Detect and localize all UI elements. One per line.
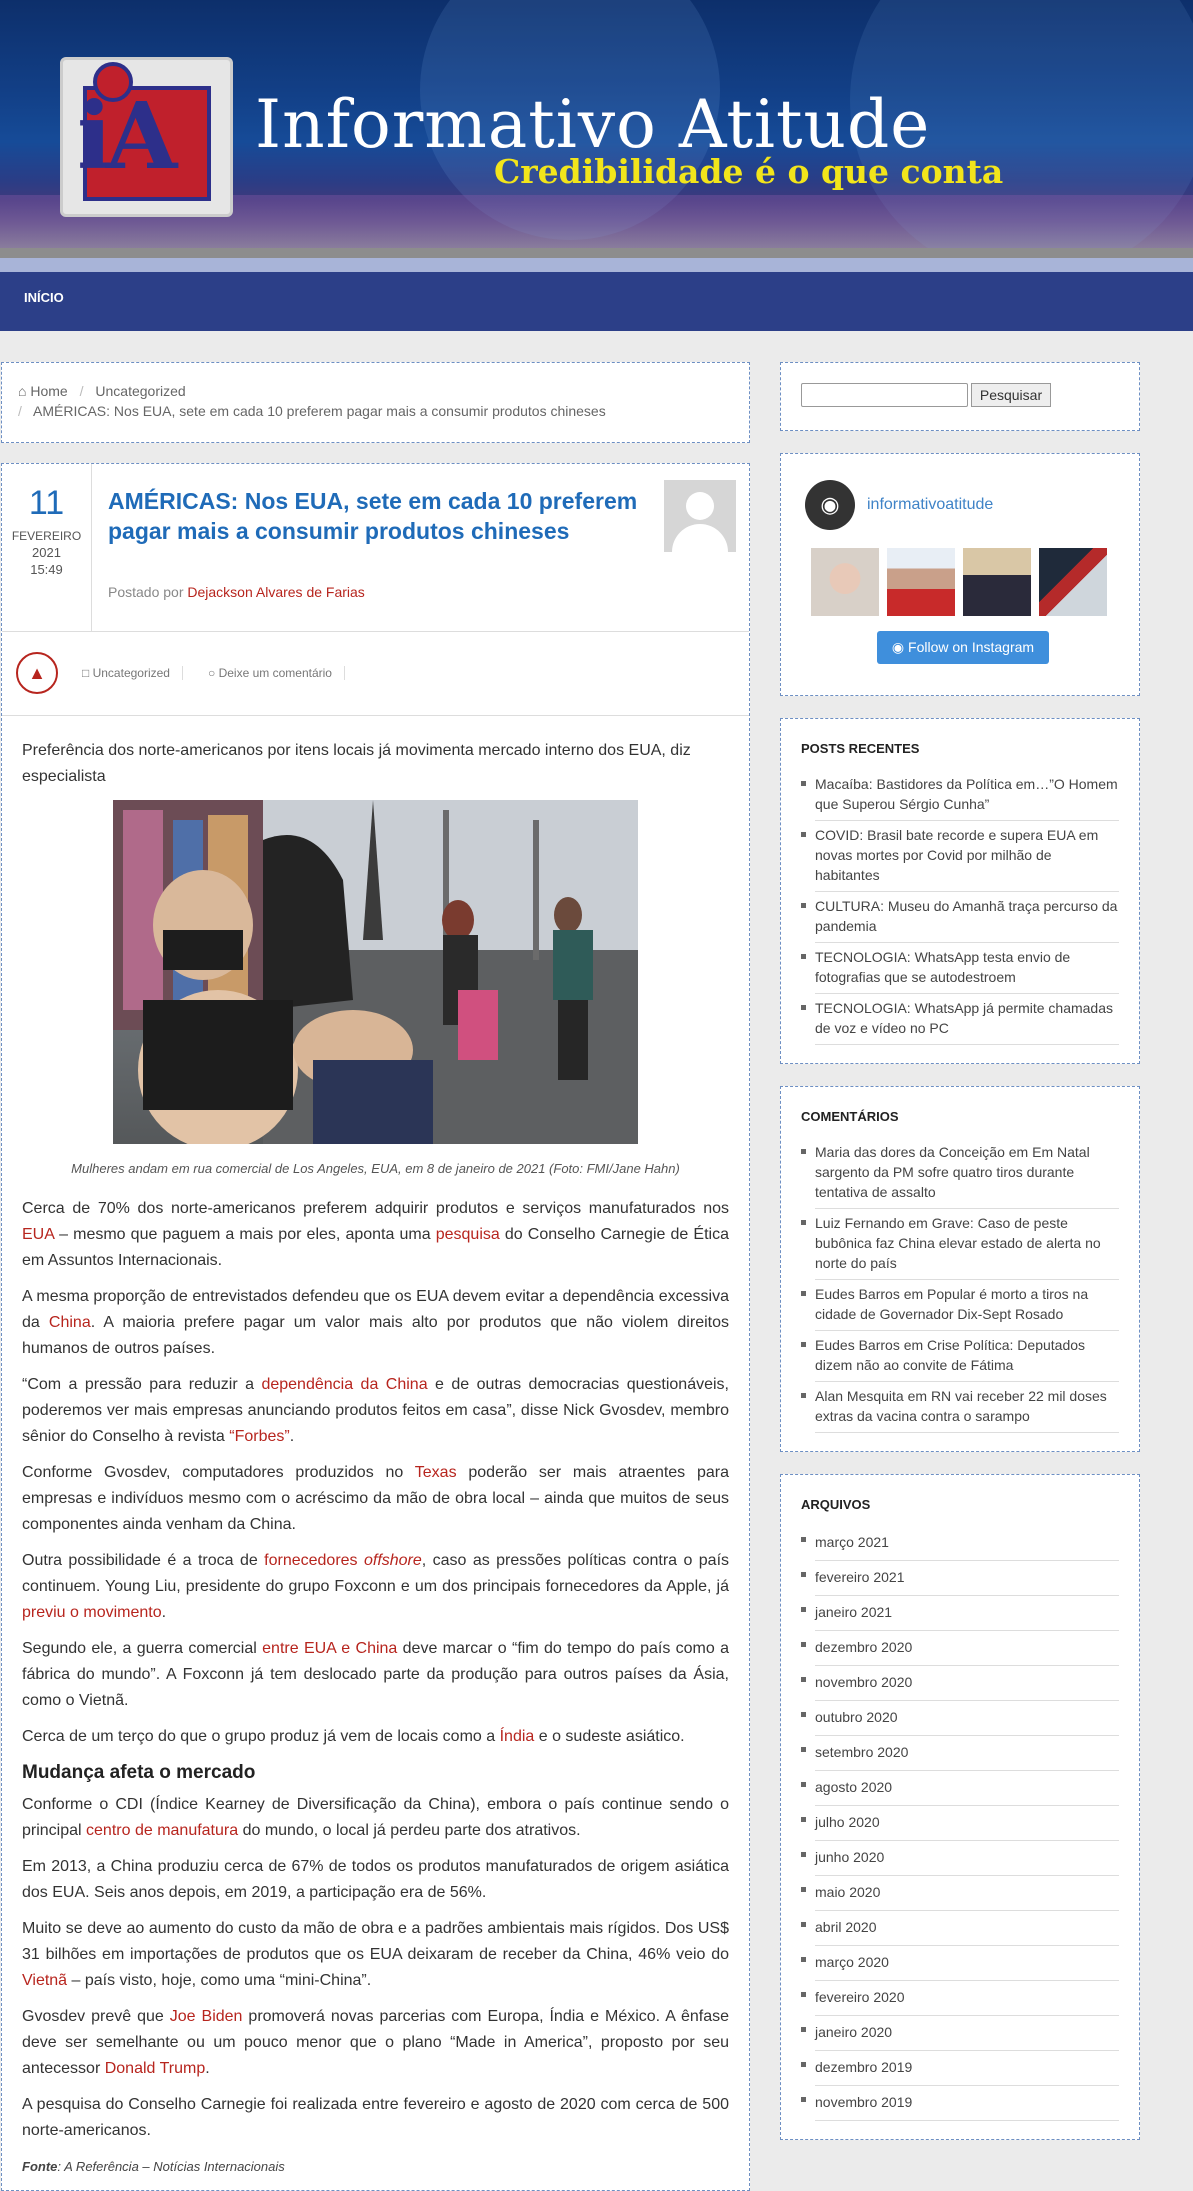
archive-link[interactable]: junho 2020 bbox=[815, 1849, 885, 1865]
article-lede: Preferência dos norte-americanos por itens locais já movimenta mercado interno dos EUA, diz especialista bbox=[22, 742, 691, 785]
article-header bbox=[2, 464, 749, 632]
breadcrumb-separator: / bbox=[18, 403, 22, 419]
archive-link[interactable]: julho 2020 bbox=[815, 1814, 880, 1830]
article-byline bbox=[108, 584, 365, 600]
comment-link[interactable]: Maria das dores da Conceição em Em Natal sargento da PM sofre quatro tiros durante tentativa de assalto bbox=[815, 1144, 1090, 1200]
text: , caso as pressões políticas contra o país continuem. Young Liu, presidente do grupo Foxconn e um dos principais fornecedores da Apple, já bbox=[22, 1552, 730, 1595]
instagram-icon[interactable]: ◉ bbox=[805, 480, 855, 530]
recent-post-link[interactable]: COVID: Brasil bate recorde e supera EUA em novas mortes por Covid por milhão de habitantes bbox=[815, 827, 1099, 883]
post-date bbox=[2, 464, 92, 632]
article-paragraph bbox=[22, 1372, 729, 1450]
list-item[interactable] bbox=[815, 821, 1119, 892]
link-dependencia[interactable]: dependência da China bbox=[261, 1376, 428, 1393]
comment-icon: ○ bbox=[208, 666, 216, 680]
text: promoverá novas parcerias com Europa, Índia e México. A ênfase deve ser semelhante ou um pouco menor que o plano “Made in America”, proposto por seu antecessor bbox=[22, 2008, 730, 2077]
text: . bbox=[205, 2060, 210, 2077]
search-widget bbox=[780, 362, 1140, 431]
text: Conforme Gvosdev, computadores produzidos no bbox=[22, 1464, 415, 1481]
article-paragraph bbox=[22, 1284, 729, 1362]
archive-link[interactable]: março 2020 bbox=[815, 1954, 889, 1970]
text: Conforme o CDI (Índice Kearney de Diversificação da China), embora o país continue sendo o principal bbox=[22, 1796, 729, 1839]
list-item[interactable] bbox=[815, 2016, 1119, 2051]
home-icon: ⌂ bbox=[18, 383, 27, 399]
link-china[interactable]: China bbox=[48, 1314, 91, 1331]
list-item[interactable] bbox=[815, 892, 1119, 943]
list-item[interactable] bbox=[815, 1631, 1119, 1666]
comment-link[interactable]: Alan Mesquita em RN vai receber 22 mil doses extras da vacina contra o sarampo bbox=[815, 1388, 1107, 1424]
posted-by-label: Postado por bbox=[108, 584, 184, 600]
article-paragraph bbox=[22, 1460, 729, 1538]
recent-post-link[interactable]: CULTURA: Museu do Amanhã traça percurso da pandemia bbox=[815, 898, 1118, 934]
archives-widget bbox=[780, 1474, 1140, 2140]
article-source bbox=[22, 2154, 729, 2180]
search-button[interactable]: Pesquisar bbox=[971, 383, 1051, 407]
author-link[interactable]: Dejackson Alvares de Farias bbox=[187, 584, 365, 600]
link-eua[interactable]: EUA bbox=[22, 1226, 55, 1243]
text: offshore bbox=[363, 1552, 422, 1569]
site-title[interactable]: Informativo Atitude bbox=[255, 86, 931, 163]
text: deve marcar o “fim do tempo do país como a fábrica do mundo”. A Foxconn já tem deslocado parte da produção para outros países da Ásia, como o Vietnã. bbox=[22, 1640, 730, 1709]
text: Outra possibilidade é a troca de bbox=[22, 1552, 265, 1569]
archive-link[interactable]: janeiro 2020 bbox=[815, 2024, 893, 2040]
instagram-username[interactable]: informativoatitude bbox=[867, 496, 994, 513]
comment-link[interactable]: Eudes Barros em Crise Política: Deputados dizem não ao convite de Fátima bbox=[815, 1337, 1086, 1373]
instagram-follow-button[interactable] bbox=[877, 631, 1049, 664]
recent-post-link[interactable]: Macaíba: Bastidores da Política em…”O Homem que Superou Sérgio Cunha” bbox=[815, 776, 1118, 812]
article-paragraph bbox=[22, 1724, 729, 1750]
archive-link[interactable]: outubro 2020 bbox=[815, 1709, 898, 1725]
comment-link[interactable]: Deixe um comentário bbox=[218, 666, 332, 680]
text: poderão ser mais atraentes para empresas e indivíduos mesmo com o acréscimo da mão de obra local – ainda que muitos de seus componentes ainda venham da China. bbox=[22, 1464, 730, 1533]
instagram-widget bbox=[780, 453, 1140, 696]
article-paragraph bbox=[22, 2004, 729, 2082]
list-item[interactable] bbox=[815, 1981, 1119, 2016]
link-donald-trump[interactable]: Donald Trump bbox=[104, 2060, 206, 2077]
instagram-icon: ◉ bbox=[891, 639, 905, 655]
site-tagline: Credibilidade é o que conta bbox=[494, 152, 1004, 191]
photo-caption: Mulheres andam em rua comercial de Los Angeles, EUA, em 8 de janeiro de 2021 (Foto: FMI/Jane Hahn) bbox=[71, 1161, 680, 1176]
breadcrumb bbox=[1, 362, 750, 443]
article-paragraph bbox=[22, 1548, 729, 1626]
comments-widget bbox=[780, 1086, 1140, 1452]
article-meta bbox=[2, 632, 749, 716]
article-photo bbox=[113, 800, 638, 1144]
link-centro-manufatura[interactable]: centro de manufatura bbox=[86, 1822, 239, 1839]
breadcrumb-category[interactable]: Uncategorized bbox=[95, 383, 186, 399]
list-item[interactable] bbox=[815, 1331, 1119, 1382]
instagram-thumbnail[interactable] bbox=[963, 548, 1031, 616]
archive-link[interactable]: novembro 2020 bbox=[815, 1674, 913, 1690]
instagram-thumbnail[interactable] bbox=[887, 548, 955, 616]
list-item[interactable] bbox=[815, 2051, 1119, 2086]
archive-link[interactable]: agosto 2020 bbox=[815, 1779, 893, 1795]
link-eua-china[interactable]: entre EUA e China bbox=[262, 1640, 398, 1657]
text: . A maioria prefere pagar um valor mais alto por produtos que não violem direitos humanos de outros países. bbox=[22, 1314, 729, 1357]
avatar-body bbox=[672, 524, 728, 552]
article-body bbox=[2, 716, 749, 2190]
list-item[interactable] bbox=[815, 1280, 1119, 1331]
link-india[interactable]: Índia bbox=[499, 1728, 535, 1745]
text: “Com a pressão para reduzir a bbox=[22, 1376, 262, 1393]
link-fornecedores[interactable] bbox=[264, 1552, 422, 1569]
nav-item-inicio[interactable]: INÍCIO bbox=[24, 290, 64, 305]
archive-link[interactable]: setembro 2020 bbox=[815, 1744, 909, 1760]
breadcrumb-current: AMÉRICAS: Nos EUA, sete em cada 10 preferem pagar mais a consumir produtos chineses bbox=[33, 403, 606, 419]
archive-link[interactable]: janeiro 2021 bbox=[815, 1604, 893, 1620]
post-date-time: 15:49 bbox=[30, 562, 63, 577]
archive-link[interactable]: março 2021 bbox=[815, 1534, 889, 1550]
header-divider bbox=[0, 248, 1193, 258]
archive-link[interactable]: fevereiro 2021 bbox=[815, 1569, 905, 1585]
list-item[interactable] bbox=[815, 1736, 1119, 1771]
text: – mesmo que paguem a mais por eles, aponta uma bbox=[54, 1226, 436, 1243]
recent-post-link[interactable]: TECNOLOGIA: WhatsApp testa envio de fotografias que se autodestroem bbox=[815, 949, 1071, 985]
author-avatar bbox=[664, 480, 736, 552]
breadcrumb-separator: / bbox=[79, 383, 84, 399]
list-item[interactable] bbox=[815, 994, 1119, 1045]
text: do mundo, o local já perdeu parte dos atrativos. bbox=[238, 1822, 581, 1839]
archive-link[interactable]: dezembro 2019 bbox=[815, 2059, 913, 2075]
text: . bbox=[289, 1428, 295, 1445]
text: do Conselho Carnegie de Ética em Assuntos Internacionais. bbox=[22, 1226, 729, 1269]
list-item[interactable] bbox=[815, 1138, 1119, 1209]
list-item[interactable] bbox=[815, 770, 1119, 821]
list-item[interactable] bbox=[815, 1806, 1119, 1841]
link-joe-biden[interactable]: Joe Biden bbox=[169, 2008, 243, 2025]
text: Gvosdev prevê que bbox=[22, 2008, 170, 2025]
link-texas[interactable]: Texas bbox=[414, 1464, 457, 1481]
link-forbes[interactable]: “Forbes” bbox=[229, 1428, 290, 1445]
site-header bbox=[0, 0, 1193, 258]
post-date-year: 2021 bbox=[32, 545, 61, 560]
archive-link[interactable]: dezembro 2020 bbox=[815, 1639, 913, 1655]
category-link[interactable]: Uncategorized bbox=[92, 666, 170, 680]
content-column bbox=[1, 362, 750, 2191]
text: Cerca de 70% dos norte-americanos preferem adquirir produtos e serviços manufaturados nos bbox=[22, 1200, 729, 1217]
list-item[interactable] bbox=[815, 1526, 1119, 1561]
text: – país visto, hoje, como uma “mini-China”. bbox=[67, 1972, 372, 1989]
archive-link[interactable]: novembro 2019 bbox=[815, 2094, 913, 2110]
archive-link[interactable]: abril 2020 bbox=[815, 1919, 877, 1935]
article-title: AMÉRICAS: Nos EUA, sete em cada 10 preferem pagar mais a consumir produtos chineses bbox=[108, 488, 638, 544]
source-text: : A Referência – Notícias Internacionais bbox=[57, 2159, 285, 2174]
list-item[interactable] bbox=[815, 1596, 1119, 1631]
list-item[interactable] bbox=[815, 943, 1119, 994]
logo-letters: iA bbox=[77, 82, 172, 190]
list-item[interactable] bbox=[815, 1666, 1119, 1701]
comment-link[interactable]: Luiz Fernando em Grave: Caso de peste bubônica faz China elevar estado de alerta no norte do país bbox=[815, 1215, 1101, 1271]
text: Muito se deve ao aumento do custo da mão de obra e a padrões ambientais mais rígidos. Dos US$ 31 bilhões em importações de produtos que os EUA deixaram de receber da China, 46% veio do bbox=[22, 1920, 729, 1963]
archive-link[interactable]: maio 2020 bbox=[815, 1884, 881, 1900]
category-meta bbox=[82, 666, 183, 680]
pin-icon: ▲ bbox=[16, 652, 58, 694]
article-paragraph bbox=[22, 1636, 729, 1714]
article bbox=[1, 463, 750, 2191]
follow-label: Follow on Instagram bbox=[908, 639, 1035, 655]
article-paragraph bbox=[22, 1916, 729, 1994]
text: fornecedores bbox=[264, 1552, 364, 1569]
list-item[interactable] bbox=[815, 1561, 1119, 1596]
list-item[interactable] bbox=[815, 1209, 1119, 1280]
list-item[interactable] bbox=[815, 1841, 1119, 1876]
source-label: Fonte bbox=[22, 2159, 58, 2174]
link-previu[interactable]: previu o movimento bbox=[22, 1604, 162, 1621]
text: Cerca de um terço do que o grupo produz já vem de locais como a bbox=[22, 1728, 500, 1745]
folder-icon: □ bbox=[82, 666, 90, 680]
comment-link[interactable]: Eudes Barros em Popular é morto a tiros na cidade de Governador Dix-Sept Rosado bbox=[815, 1286, 1089, 1322]
list-item[interactable] bbox=[815, 1946, 1119, 1981]
instagram-thumbnail[interactable] bbox=[811, 548, 879, 616]
link-pesquisa[interactable]: pesquisa bbox=[435, 1226, 500, 1243]
widget-title: POSTS RECENTES bbox=[801, 741, 920, 756]
article-paragraph bbox=[22, 1792, 729, 1844]
article-subheading: Mudança afeta o mercado bbox=[22, 1762, 256, 1783]
article-paragraph: Em 2013, a China produziu cerca de 67% de todos os produtos manufaturados de origem asiática dos EUA. Seis anos depois, em 2019, a participação era de 56%. bbox=[22, 1858, 729, 1901]
sidebar bbox=[780, 362, 1140, 2140]
widget-title: COMENTÁRIOS bbox=[801, 1109, 899, 1124]
list-item[interactable] bbox=[815, 1911, 1119, 1946]
list-item[interactable] bbox=[815, 2086, 1119, 2121]
breadcrumb-home[interactable]: Home bbox=[30, 383, 68, 399]
search-input[interactable] bbox=[801, 383, 968, 407]
article-photo-illustration bbox=[113, 800, 638, 1144]
list-item[interactable] bbox=[815, 1876, 1119, 1911]
post-date-day: 11 bbox=[28, 484, 65, 522]
avatar-head bbox=[686, 492, 714, 520]
archive-link[interactable]: fevereiro 2020 bbox=[815, 1989, 905, 2005]
list-item[interactable] bbox=[815, 1701, 1119, 1736]
text: A mesma proporção de entrevistados defendeu que os EUA devem evitar a dependência excessiva da bbox=[22, 1288, 729, 1331]
main-nav bbox=[0, 258, 1193, 331]
list-item[interactable] bbox=[815, 1382, 1119, 1433]
list-item[interactable] bbox=[815, 1771, 1119, 1806]
recent-post-link[interactable]: TECNOLOGIA: WhatsApp já permite chamadas de voz e vídeo no PC bbox=[815, 1000, 1113, 1036]
recent-posts-widget bbox=[780, 718, 1140, 1064]
comment-meta bbox=[208, 666, 345, 680]
article-paragraph: A pesquisa do Conselho Carnegie foi realizada entre fevereiro e agosto de 2020 com cerca de 500 norte-americanos. bbox=[22, 2096, 729, 2139]
text: . bbox=[161, 1604, 167, 1621]
link-vietna[interactable]: Vietnã bbox=[22, 1972, 68, 1989]
article-paragraph bbox=[22, 1196, 729, 1274]
post-date-month: FEVEREIRO bbox=[11, 529, 82, 543]
text: e o sudeste asiático. bbox=[534, 1728, 685, 1745]
text: e de outras democracias questionáveis, poderemos ver mais empresas anunciando produtos feitos em casa”, disse Nick Gvosdev, membro sênior do Conselho à revista bbox=[22, 1376, 729, 1445]
site-logo[interactable] bbox=[60, 57, 233, 217]
widget-title: ARQUIVOS bbox=[801, 1497, 871, 1512]
text: Segundo ele, a guerra comercial bbox=[22, 1640, 263, 1657]
instagram-thumbnail[interactable] bbox=[1039, 548, 1107, 616]
